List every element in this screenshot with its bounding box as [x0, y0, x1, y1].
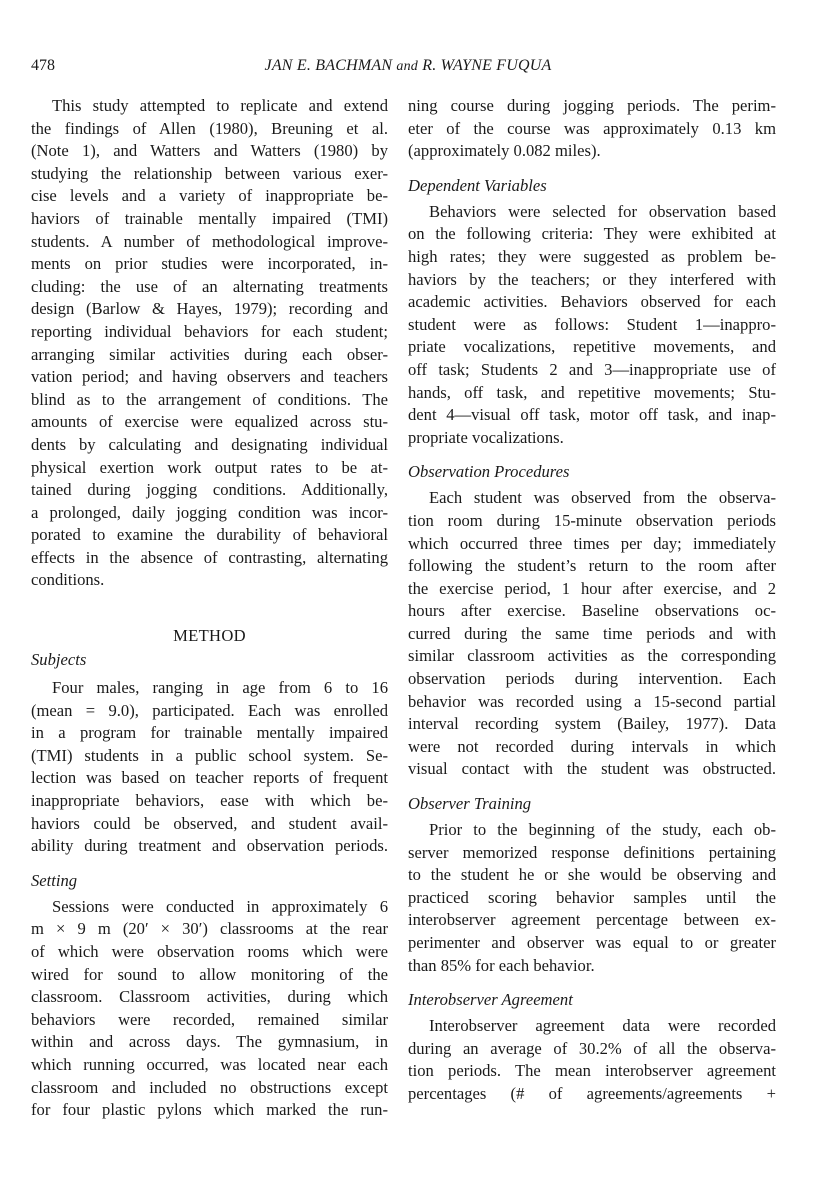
text-line: percentages (# of agreements/agreements +	[408, 1083, 776, 1103]
text-line: Four males, ranging in age from 6 to 16	[52, 678, 388, 698]
author-conjunction: and	[396, 59, 419, 74]
text-line: amounts of exercise were equalized across stu-	[31, 412, 388, 432]
text-line: academic activities. Behaviors observed for each	[408, 292, 776, 312]
text-line: Each student was observed from the observa-	[429, 488, 776, 508]
text-line: inappropriate behaviors, ease with which be-	[31, 791, 388, 811]
text-line: were not recorded during intervals in which	[408, 736, 776, 756]
text-line: haviors could be observed, and student avail-	[31, 813, 388, 833]
text-line: effects in the absence of contrasting, alternating	[31, 547, 388, 567]
text-line: studying the relationship between various exer-	[31, 163, 388, 183]
page-number: 478	[31, 57, 55, 74]
left-column	[31, 95, 388, 1122]
text-line: haviors by the teachers; or they interfered with	[408, 269, 776, 289]
text-line: high rates; they were suggested as problem be-	[408, 246, 776, 266]
text-line: visual contact with the student was obstructed.	[408, 759, 776, 779]
text-line: wired for sound to allow monitoring of the	[31, 964, 388, 984]
observer-training-heading: Observer Training	[408, 794, 532, 814]
text-line: conditions.	[31, 570, 105, 590]
text-line: This study attempted to replicate and extend	[52, 96, 388, 115]
text-line: server memorized response definitions pertaining	[408, 842, 776, 862]
text-line: Prior to the beginning of the study, each ob-	[429, 820, 776, 840]
text-line: interval recording system (Bailey, 1977). Data	[408, 714, 776, 734]
text-line: interobserver agreement percentage between ex-	[408, 910, 776, 930]
interobserver-agreement-heading: Interobserver Agreement	[408, 990, 573, 1010]
text-line: cise levels and a variety of inappropriate be-	[31, 186, 388, 206]
text-line: than 85% for each behavior.	[408, 955, 595, 975]
right-column	[408, 95, 776, 1106]
text-line: in a program for trainable mentally impaired	[31, 723, 388, 743]
text-line: priate vocalizations, repetitive movements, and	[408, 337, 776, 357]
text-line: on the following criteria: They were exhibited at	[408, 224, 776, 244]
text-line: ments on prior studies were incorporated, in-	[31, 254, 388, 274]
interobserver-agreement-paragraph	[408, 1015, 776, 1105]
text-line: behavior was recorded using a 15-second partial	[408, 691, 776, 711]
text-line: ability during treatment and observation periods.	[31, 836, 388, 856]
text-line: students. A number of methodological improve-	[31, 231, 388, 251]
text-line: for four plastic pylons which marked the run-	[31, 1100, 388, 1120]
setting-paragraph	[31, 896, 388, 1122]
text-line: Sessions were conducted in approximately 6	[52, 896, 388, 916]
text-line: haviors of trainable mentally impaired (TMI)	[31, 208, 388, 228]
page-header	[0, 57, 816, 81]
text-line: lection was based on teacher reports of frequent	[31, 768, 388, 788]
text-line: vation period; and having observers and teachers	[31, 367, 388, 387]
text-line: cluding: the use of an alternating treatments	[31, 276, 388, 296]
text-line: tion room during 15-minute observation periods	[408, 510, 776, 530]
text-line: similar classroom activities as the corresponding	[408, 646, 776, 666]
text-line: (approximately 0.082 miles).	[408, 141, 601, 161]
text-line: dent 4—visual off task, motor off task, and inap-	[408, 405, 776, 425]
text-line: perimenter and observer was equal to or greater	[408, 933, 776, 952]
text-line: classroom. Classroom activities, during which	[31, 987, 388, 1007]
running-title	[0, 57, 816, 75]
dependent-variables-paragraph	[408, 201, 776, 450]
text-line: Interobserver agreement data were recorded	[429, 1016, 776, 1036]
text-line: classroom and included no obstructions except	[31, 1077, 388, 1097]
text-line: hands, off task, and repetitive movements; Stu-	[408, 382, 776, 402]
text-line: within and across days. The gymnasium, in	[31, 1032, 388, 1052]
text-line: the exercise period, 1 hour after exercise, and 2	[408, 578, 776, 598]
author-1: JAN E. BACHMAN	[264, 57, 393, 74]
text-line: student were as follows: Student 1—inappro-	[408, 314, 776, 334]
text-line: eter of the course was approximately 0.13 km	[408, 118, 776, 138]
text-line: reporting individual behaviors for each student;	[31, 321, 388, 341]
text-line: off task; Students 2 and 3—inappropriate use of	[408, 359, 776, 379]
text-line: (TMI) students in a public school system. Se-	[31, 745, 388, 765]
text-line: design (Barlow & Hayes, 1979); recording and	[31, 299, 388, 319]
text-line: following the student’s return to the room after	[408, 556, 776, 576]
intro-paragraph	[31, 95, 388, 592]
text-line: hours after exercise. Baseline observations oc-	[408, 601, 776, 621]
method-heading: METHOD	[173, 626, 246, 646]
text-line: during an average of 30.2% of all the observa-	[408, 1038, 776, 1058]
text-line: tained during jogging conditions. Additionally,	[31, 480, 388, 500]
observation-procedures-heading: Observation Procedures	[408, 462, 570, 482]
text-line: blind as to the arrangement of conditions. The	[31, 389, 388, 409]
text-line: which running occurred, was located near each	[31, 1054, 388, 1074]
text-line: curred during the same time periods and with	[408, 623, 776, 643]
subjects-heading: Subjects	[31, 650, 87, 670]
dependent-variables-heading: Dependent Variables	[408, 175, 547, 195]
author-2: R. WAYNE FUQUA	[422, 57, 552, 74]
text-line: porated to examine the durability of behavioral	[31, 525, 388, 545]
subjects-paragraph	[31, 677, 388, 858]
text-line: propriate vocalizations.	[408, 427, 564, 447]
text-line: observation periods during intervention. Each	[408, 669, 776, 689]
text-line: (Note 1), and Watters and Watters (1980) by	[31, 141, 388, 161]
text-line: Behaviors were selected for observation based	[429, 201, 776, 221]
text-line: physical exertion work output rates to be at-	[31, 457, 388, 477]
text-line: the findings of Allen (1980), Breuning et al.	[31, 118, 388, 138]
observer-training-paragraph	[408, 819, 776, 977]
text-line: ning course during jogging periods. The perim-	[408, 96, 776, 115]
text-line: to the student he or she would be observing and	[408, 865, 776, 885]
text-line: which occurred three times per day; immediately	[408, 533, 776, 553]
text-line: (mean = 9.0), participated. Each was enrolled	[31, 700, 388, 720]
text-line: of which were observation rooms which were	[31, 942, 388, 961]
text-line: arranging similar activities during each obser-	[31, 344, 388, 364]
text-line: dents by calculating and designating individual	[31, 434, 388, 454]
setting-heading: Setting	[31, 870, 78, 890]
observation-procedures-paragraph	[408, 487, 776, 781]
setting-continued-paragraph	[408, 95, 776, 163]
text-line: a prolonged, daily jogging condition was incor-	[31, 502, 388, 522]
text-line: behaviors were recorded, remained similar	[31, 1009, 388, 1029]
text-line: m × 9 m (20′ × 30′) classrooms at the rear	[31, 919, 388, 939]
text-line: tion periods. The mean interobserver agreement	[408, 1061, 776, 1081]
text-line: practiced scoring behavior samples until the	[408, 887, 776, 907]
